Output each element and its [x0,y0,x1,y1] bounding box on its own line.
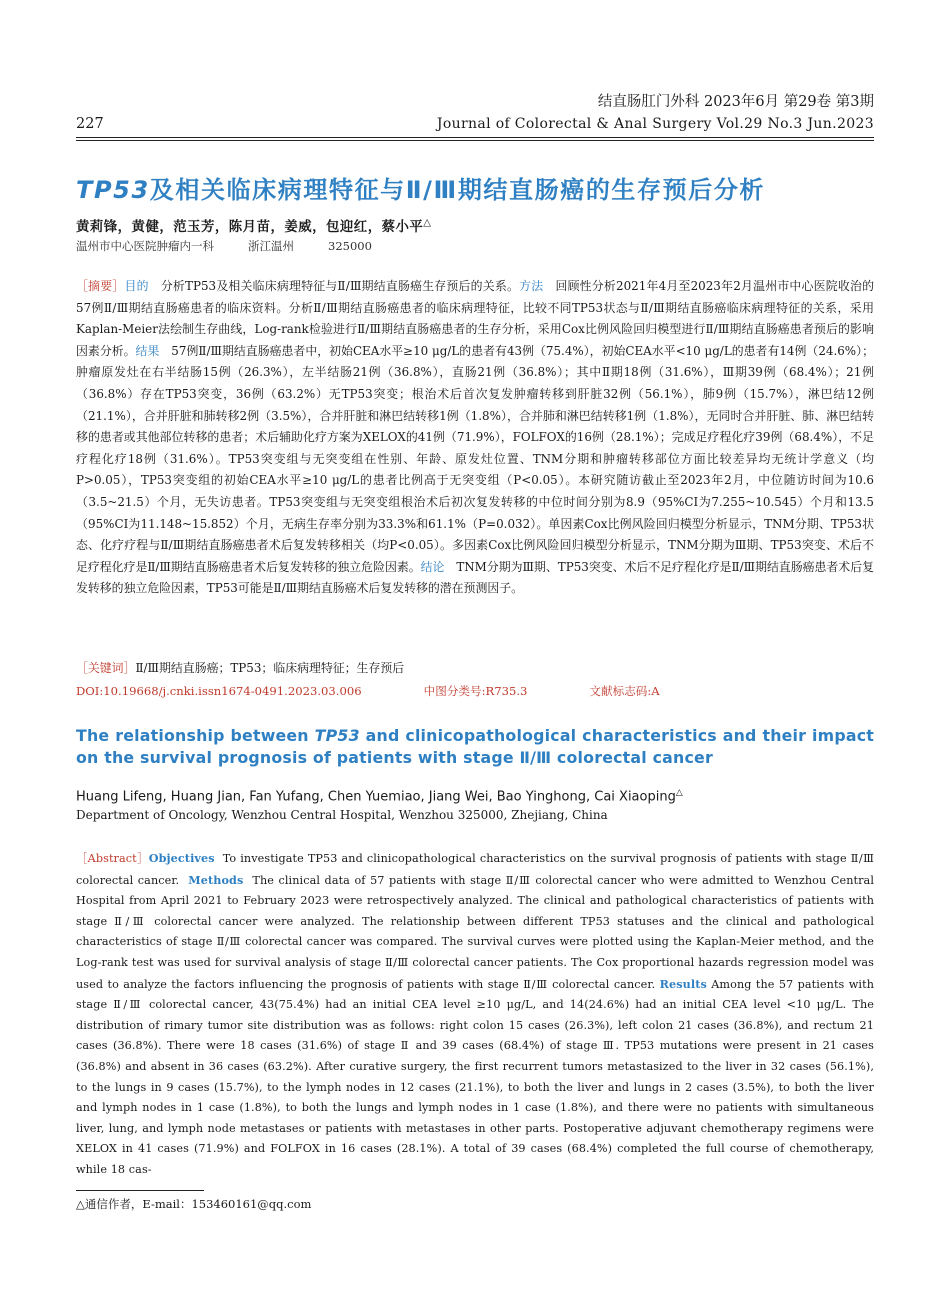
affiliation-cn-dept: 温州市中心医院肿瘤内一科 [76,239,214,253]
results-en-label: Results [659,976,707,991]
results-en-text: Among the 57 patients with stage Ⅱ/Ⅲ colorectal cancer, 43(75.4%) had an initial CEA level ≥10 μg/L, and 14(24.6%) had an initial CEA level <10 μg/L. The distribution of rimary tumor site distribution was as follows: right colon 15 cases (26.3%), left colon 21 cases (36.8%), and rectum 21 cases (36.8%). There were 18 cases (31.6%) of stage Ⅱ and 39 cases (68.4%) of stage Ⅲ. TP53 mutations were present in 21 cases (36.8%) and absent in 36 cases (63.2%). After curative surgery, the first recurrent tumors metastasized to the liver in 32 cases (56.1%), to the lungs in 9 cases (15.7%), to the lymph nodes in 12 cases (21.1%), to both the liver and lungs in 2 cases (3.5%), to both the liver and lymph nodes in 1 case (1.8%), to both the lungs and lymph nodes in 1 case (1.8%), and there were no patients with simultaneous liver, lung, and lymph node metastases or patients with metastases in other parts. Postoperative adjuvant chemotherapy regimens were XELOX in 41 cases (71.9%) and FOLFOX in 16 cases (28.1%). A total of 39 cases (68.4%) completed the full course of chemotherapy, while 18 cas- [76,977,875,1176]
clc-number: 中图分类号:R735.3 [423,684,528,698]
abstract-cn [76,276,874,600]
keywords-cn [76,659,404,676]
header-rule-top [76,137,874,138]
article-title-cn [76,170,765,205]
title-cn-gene: TP53 [76,176,150,204]
doi-line [76,683,722,699]
abstract-cn-label: ［摘要］ [76,279,125,293]
objectives-en-text: To investigate TP53 and clinicopathological characteristics on the survival prognosis of patients with stage Ⅱ/Ⅲ colorectal cancer. [76,852,875,887]
article-title-en [76,725,874,769]
keywords-cn-label: ［关键词］ [76,661,136,675]
authors-en-names: Huang Lifeng, Huang Jian, Fan Yufang, Chen Yuemiao, Jiang Wei, Bao Yinghong, Cai Xiaoping [76,789,676,805]
methods-cn-label: 方法 [519,279,544,293]
abstract-en-label: ［Abstract］ [76,852,149,865]
footnote-corresponding: △通信作者，E-mail：153460161@qq.com [76,1197,312,1211]
affiliation-cn [76,238,406,254]
conclusion-cn-label: 结论 [420,559,445,574]
methods-en-text: The clinical data of 57 patients with stage Ⅱ/Ⅲ colorectal cancer who were admitted to Wenzhou Central Hospital from April 2021 to February 2023 were retrospectively analyzed. The clinical and pathological characteristics of patients with stage Ⅱ/Ⅲ colorectal cancer were analyzed. The relationship between different TP53 statuses and the clinical and pathological characteristics of stage Ⅱ/Ⅲ colorectal cancer was compared. The survival curves were plotted using the Kaplan-Meier method, and the Log-rank test was used for survival analysis of stage Ⅱ/Ⅲ colorectal cancer patients. The Cox proportional hazards regression model was used to analyze the factors influencing the prognosis of patients with stage Ⅱ/Ⅲ colorectal cancer. [76,873,874,991]
affiliation-cn-zip: 325000 [328,239,372,253]
document-code: 文献标志码:A [589,684,660,698]
header-rule-bottom [76,140,874,141]
authors-cn [76,216,431,235]
title-en-part1: The relationship between [76,726,315,745]
corresponding-mark: △ [423,217,432,229]
doi: DOI:10.19668/j.cnki.issn1674-0491.2023.03.006 [76,684,362,698]
affiliation-cn-city: 浙江温州 [248,239,294,253]
abstract-en [76,848,874,1181]
title-cn-rest: 及相关临床病理特征与Ⅱ/Ⅲ期结直肠癌的生存预后分析 [149,176,766,204]
journal-header-en: Journal of Colorectal & Anal Surgery Vol.29 No.3 Jun.2023 [436,116,874,132]
footnote-rule [76,1190,204,1191]
authors-cn-names: 黄莉锋，黄健，范玉芳，陈月苗，姜威，包迎红，蔡小平 [76,220,424,235]
results-cn-text: 57例Ⅱ/Ⅲ期结直肠癌患者中，初始CEA水平≥10 μg/L的患者有43例（75.4%），初始CEA水平<10 μg/L的患者有14例（24.6%）；肿瘤原发灶在右半结肠15例（26.3%），左半结肠21例（36.8%），直肠21例（36.8%）；其中Ⅱ期18例（31.6%），Ⅲ期39例（68.4%）；21例（36.8%）存在TP53突变，36例（63.2%）无TP53突变；根治术后首次复发肿瘤转移到肝脏32例（56.1%），肺9例（15.7%），淋巴结12例（21.1%），合并肝脏和肺转移2例（3.5%），合并肝脏和淋巴结转移1例（1.8%），合并肺和淋巴结转移1例（1.8%），无同时合并肝脏、肺、淋巴结转移的患者或其他部位转移的患者；术后辅助化疗方案为XELOX的41例（71.9%），FOLFOX的16例（28.1%）；完成足疗程化疗39例（68.4%），不足疗程化疗18例（31.6%）。TP53突变组与无突变组在性别、年龄、原发灶位置、TNM分期和肿瘤转移部位方面比较差异均无统计学意义（均P>0.05），TP53突变组的初始CEA水平≥10 μg/L的患者比例高于无突变组（P<0.05）。本研究随访截止至2023年2月，中位随访时间为10.6（3.5~21.5）个月，无失访患者。TP53突变组与无突变组根治术后初次复发转移的中位时间分别为8.9（95%CI为7.255~10.545）个月和13.5（95%CI为11.148~15.852）个月，无病生存率分别为33.3%和61.1%（P=0.032）。单因素Cox比例风险回归模型分析显示，TNM分期、TP53状态、化疗疗程与Ⅱ/Ⅲ期结直肠癌患者术后复发转移相关（均P<0.05）。多因素Cox比例风险回归模型分析显示，TNM分期为Ⅲ期、TP53突变、术后不足疗程化疗是Ⅱ/Ⅲ期结直肠癌患者术后复发转移的独立危险因素。 [76,343,874,574]
title-en-gene: TP53 [314,726,360,745]
objective-cn-text: 分析TP53及相关临床病理特征与Ⅱ/Ⅲ期结直肠癌生存预后的关系。 [160,279,520,293]
title-en-part2: and clinicopathological characteristics and their impact on the survival prognosis of patients with stage Ⅱ/Ⅲ colorectal cancer [76,726,875,767]
corresponding-mark-en: △ [675,788,683,798]
methods-cn-text: 回顾性分析2021年4月至2023年2月温州市中心医院收治的57例Ⅱ/Ⅲ期结直肠癌患者的临床资料。分析Ⅱ/Ⅲ期结直肠癌患者的临床病理特征，比较不同TP53状态与Ⅱ/Ⅲ期结直肠癌临床病理特征的关系，采用Kaplan-Meier法绘制生存曲线，Log-rank检验进行Ⅱ/Ⅲ期结直肠癌患者的生存分析，采用Cox比例风险回归模型进行Ⅱ/Ⅲ期结直肠癌患者预后的影响因素分析。 [76,279,874,358]
authors-en [76,788,683,804]
journal-header-cn: 结直肠肛门外科 2023年6月 第29卷 第3期 [597,94,874,110]
objectives-en-label: Objectives [148,851,215,865]
page-number: 227 [76,116,104,132]
results-cn-label: 结果 [135,343,160,358]
methods-en-label: Methods [188,872,244,887]
conclusion-cn-text: TNM分期为Ⅲ期、TP53突变、术后不足疗程化疗是Ⅱ/Ⅲ期结直肠癌患者术后复发转移的独立危险因素，TP53可能是Ⅱ/Ⅲ期结直肠癌术后复发转移的潜在预测因子。 [76,559,874,596]
affiliation-en: Department of Oncology, Wenzhou Central Hospital, Wenzhou 325000, Zhejiang, China [76,808,608,822]
objective-cn-label: 目的 [124,279,149,293]
keywords-cn-text: Ⅱ/Ⅲ期结直肠癌；TP53；临床病理特征；生存预后 [135,661,405,675]
